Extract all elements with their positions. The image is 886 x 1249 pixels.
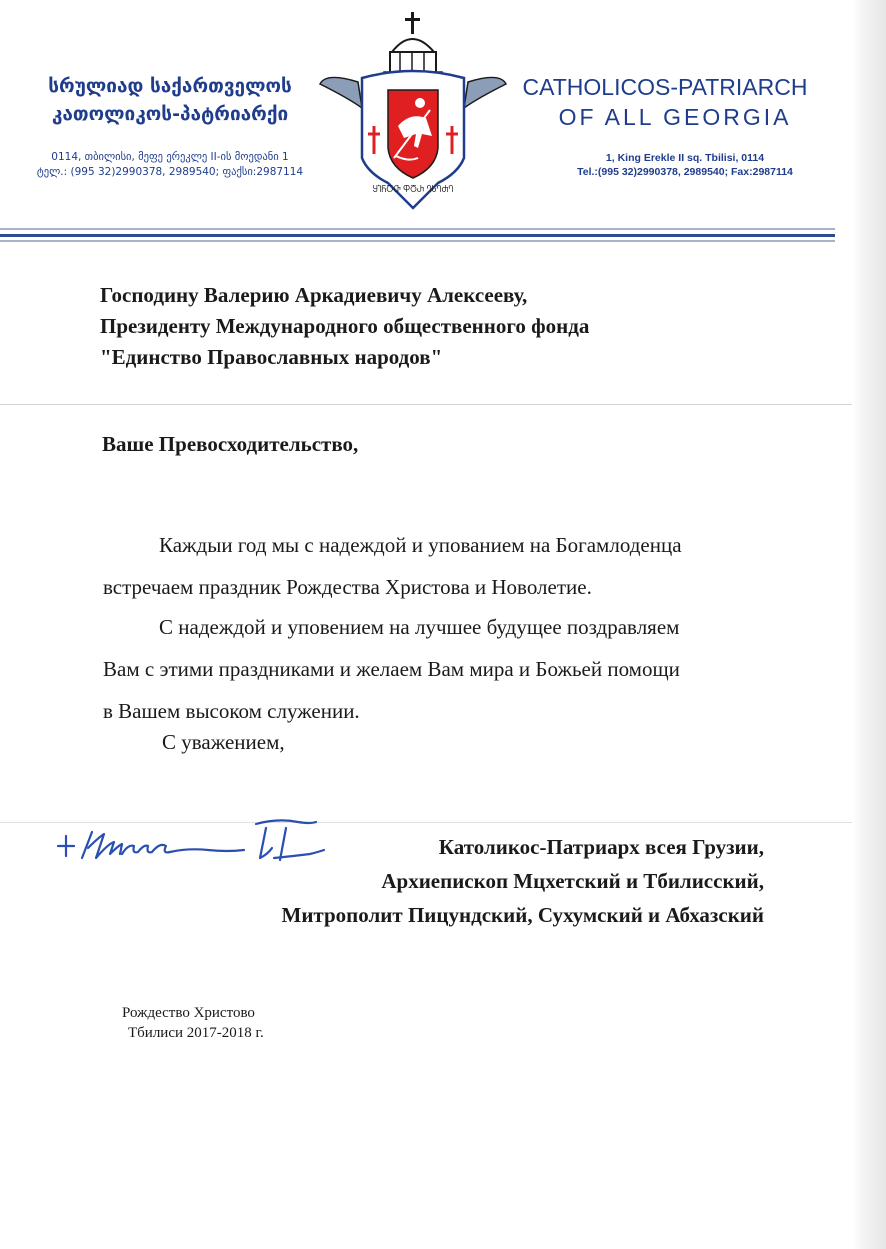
body-paragraph-1: [103, 524, 682, 608]
patriarchate-emblem: [318, 8, 508, 218]
signatory-title-line3: Митрополит Пицундский, Сухумский и Абхазский: [281, 903, 764, 927]
georgian-phone: ტელ.: (995 32)2990378, 2989540; ფაქსი:2987114: [36, 166, 304, 178]
english-title-line1: CATHOLICOS-PATRIARCH: [522, 74, 808, 100]
date-place-block: [122, 1003, 264, 1043]
georgian-address: 0114, თბილისი, მეფე ერეკლე II-ის მოედანი 1: [51, 151, 289, 163]
header-rule-bottom: [0, 240, 835, 242]
emblem-graphic: [318, 8, 508, 218]
addressee-line2: Президенту Международного общественного фонда: [100, 314, 590, 338]
addressee-block: [100, 280, 589, 373]
signatory-titles: [282, 830, 765, 932]
english-address: 1, King Erekle II sq. Tbilisi, 0114: [605, 152, 765, 164]
english-phone: Tel.:(995 32)2990378, 2989540; Fax:2987114: [577, 166, 793, 178]
addressee-line3: "Единство Православных народов": [100, 345, 443, 369]
p2-line3: в Вашем высоком служении.: [103, 699, 360, 723]
emblem-motto: ႸႨႬႠႧ ႴႣႰ ႤႱႤႻႤ: [372, 185, 454, 194]
p1-line2: встречаем праздник Рождества Христова и Новолетие.: [103, 575, 592, 599]
english-title-line2: OF ALL GEORGIA: [558, 104, 792, 130]
scan-edge-shadow: [852, 0, 886, 1249]
header-rule-main: [0, 234, 835, 237]
georgian-address-block: [10, 150, 330, 180]
body-paragraph-2: [103, 606, 680, 732]
date-line2: Тбилиси 2017-2018 г.: [128, 1025, 264, 1041]
p2-line2: Вам с этими праздниками и желаем Вам мира и Божьей помощи: [103, 657, 680, 681]
english-address-block: [535, 151, 835, 179]
salutation: Ваше Превосходительство,: [102, 432, 359, 456]
georgian-title-line1: სრულიად საქართველოს: [48, 75, 292, 97]
date-line1: Рождество Христово: [122, 1005, 255, 1021]
paper-fold-line: [0, 404, 886, 405]
closing: С уважением,: [162, 730, 285, 754]
header-rule-top: [0, 228, 835, 230]
addressee-line1: Господину Валерию Аркадиевичу Алексееву,: [100, 283, 528, 307]
p2-line1: С надеждой и уповением на лучшее будущее поздравляем: [159, 615, 680, 639]
signatory-title-line1: Католикос-Патриарх всея Грузии,: [438, 835, 764, 859]
georgian-title-line2: კათოლიკოს-პატრიარქი: [51, 103, 289, 125]
signatory-title-line2: Архиепископ Мцхетский и Тбилисский,: [381, 869, 764, 893]
p1-line1: Каждыи год мы с надеждой и упованием на Богамлоденца: [159, 533, 682, 557]
